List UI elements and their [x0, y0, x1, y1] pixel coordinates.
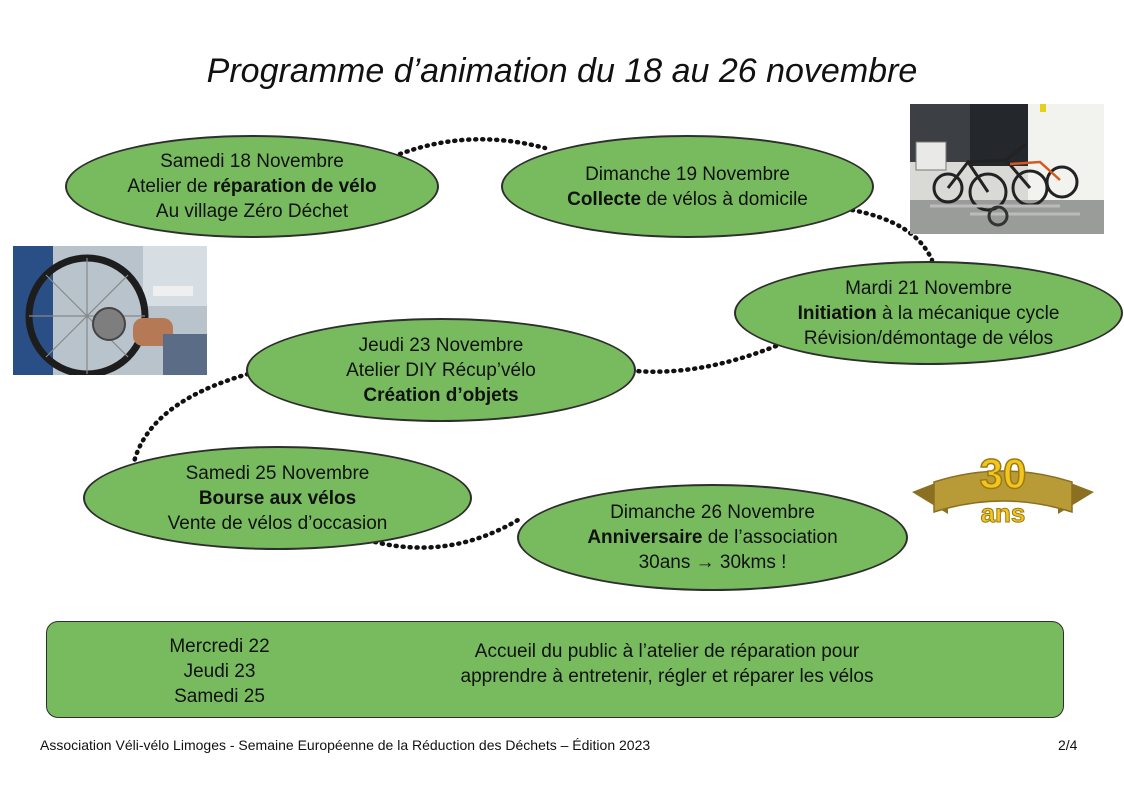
anniversary-badge: [908, 452, 1098, 530]
page-title: Programme d’animation du 18 au 26 novembre: [206, 52, 918, 90]
opening-day: Samedi 25: [174, 686, 265, 707]
opening-description: Accueil du public à l’atelier de réparation pour apprendre à entretenir, régler et réparer les vélos: [460, 641, 874, 687]
event-date: Mardi 21 Novembre: [845, 277, 1012, 299]
bike-trailer-photo: [910, 104, 1104, 234]
bike-repair-photo: [13, 246, 207, 375]
event-line: Création d’objets: [363, 384, 519, 406]
opening-day: Mercredi 22: [169, 636, 270, 657]
event-jeudi-23: [246, 318, 636, 422]
footer-text: Association Véli-vélo Limoges - Semaine Européenne de la Réduction des Déchets – Édition 2023: [40, 737, 651, 753]
event-date: Dimanche 26 Novembre: [610, 502, 815, 523]
event-samedi-18: [65, 135, 439, 238]
event-date: Dimanche 19 Novembre: [585, 163, 790, 185]
event-line: Anniversaire de l’association: [587, 527, 838, 548]
event-line: Au village Zéro Déchet: [155, 201, 349, 222]
event-date: Samedi 25 Novembre: [185, 462, 370, 484]
badge-unit: ans: [980, 498, 1026, 528]
page-number: 2/4: [1058, 737, 1078, 753]
opening-days: [147, 634, 292, 709]
event-line: Collecte de vélos à domicile: [567, 188, 808, 210]
event-line: Vente de vélos d’occasion: [167, 512, 388, 534]
event-dimanche-26: [517, 484, 908, 591]
connector-21-23: [636, 346, 776, 372]
event-samedi-25: [83, 446, 472, 550]
connector-18-19: [400, 139, 545, 154]
badge-number: 30: [979, 452, 1027, 497]
event-line: Initiation à la mécanique cycle: [797, 302, 1060, 324]
event-line: Atelier DIY Récup’vélo: [346, 359, 536, 381]
event-date: Jeudi 23 Novembre: [358, 334, 524, 356]
event-line: Bourse aux vélos: [198, 487, 357, 509]
opening-day: Jeudi 23: [183, 661, 256, 682]
event-date: Samedi 18 Novembre: [160, 151, 344, 172]
event-mardi-21: [734, 261, 1123, 365]
event-line: Révision/démontage de vélos: [803, 327, 1054, 349]
event-line: 30ans → 30kms !: [638, 552, 787, 573]
weekly-opening-box: [46, 621, 1064, 718]
event-dimanche-19: [501, 135, 874, 238]
event-line: Atelier de réparation de vélo: [127, 176, 377, 197]
